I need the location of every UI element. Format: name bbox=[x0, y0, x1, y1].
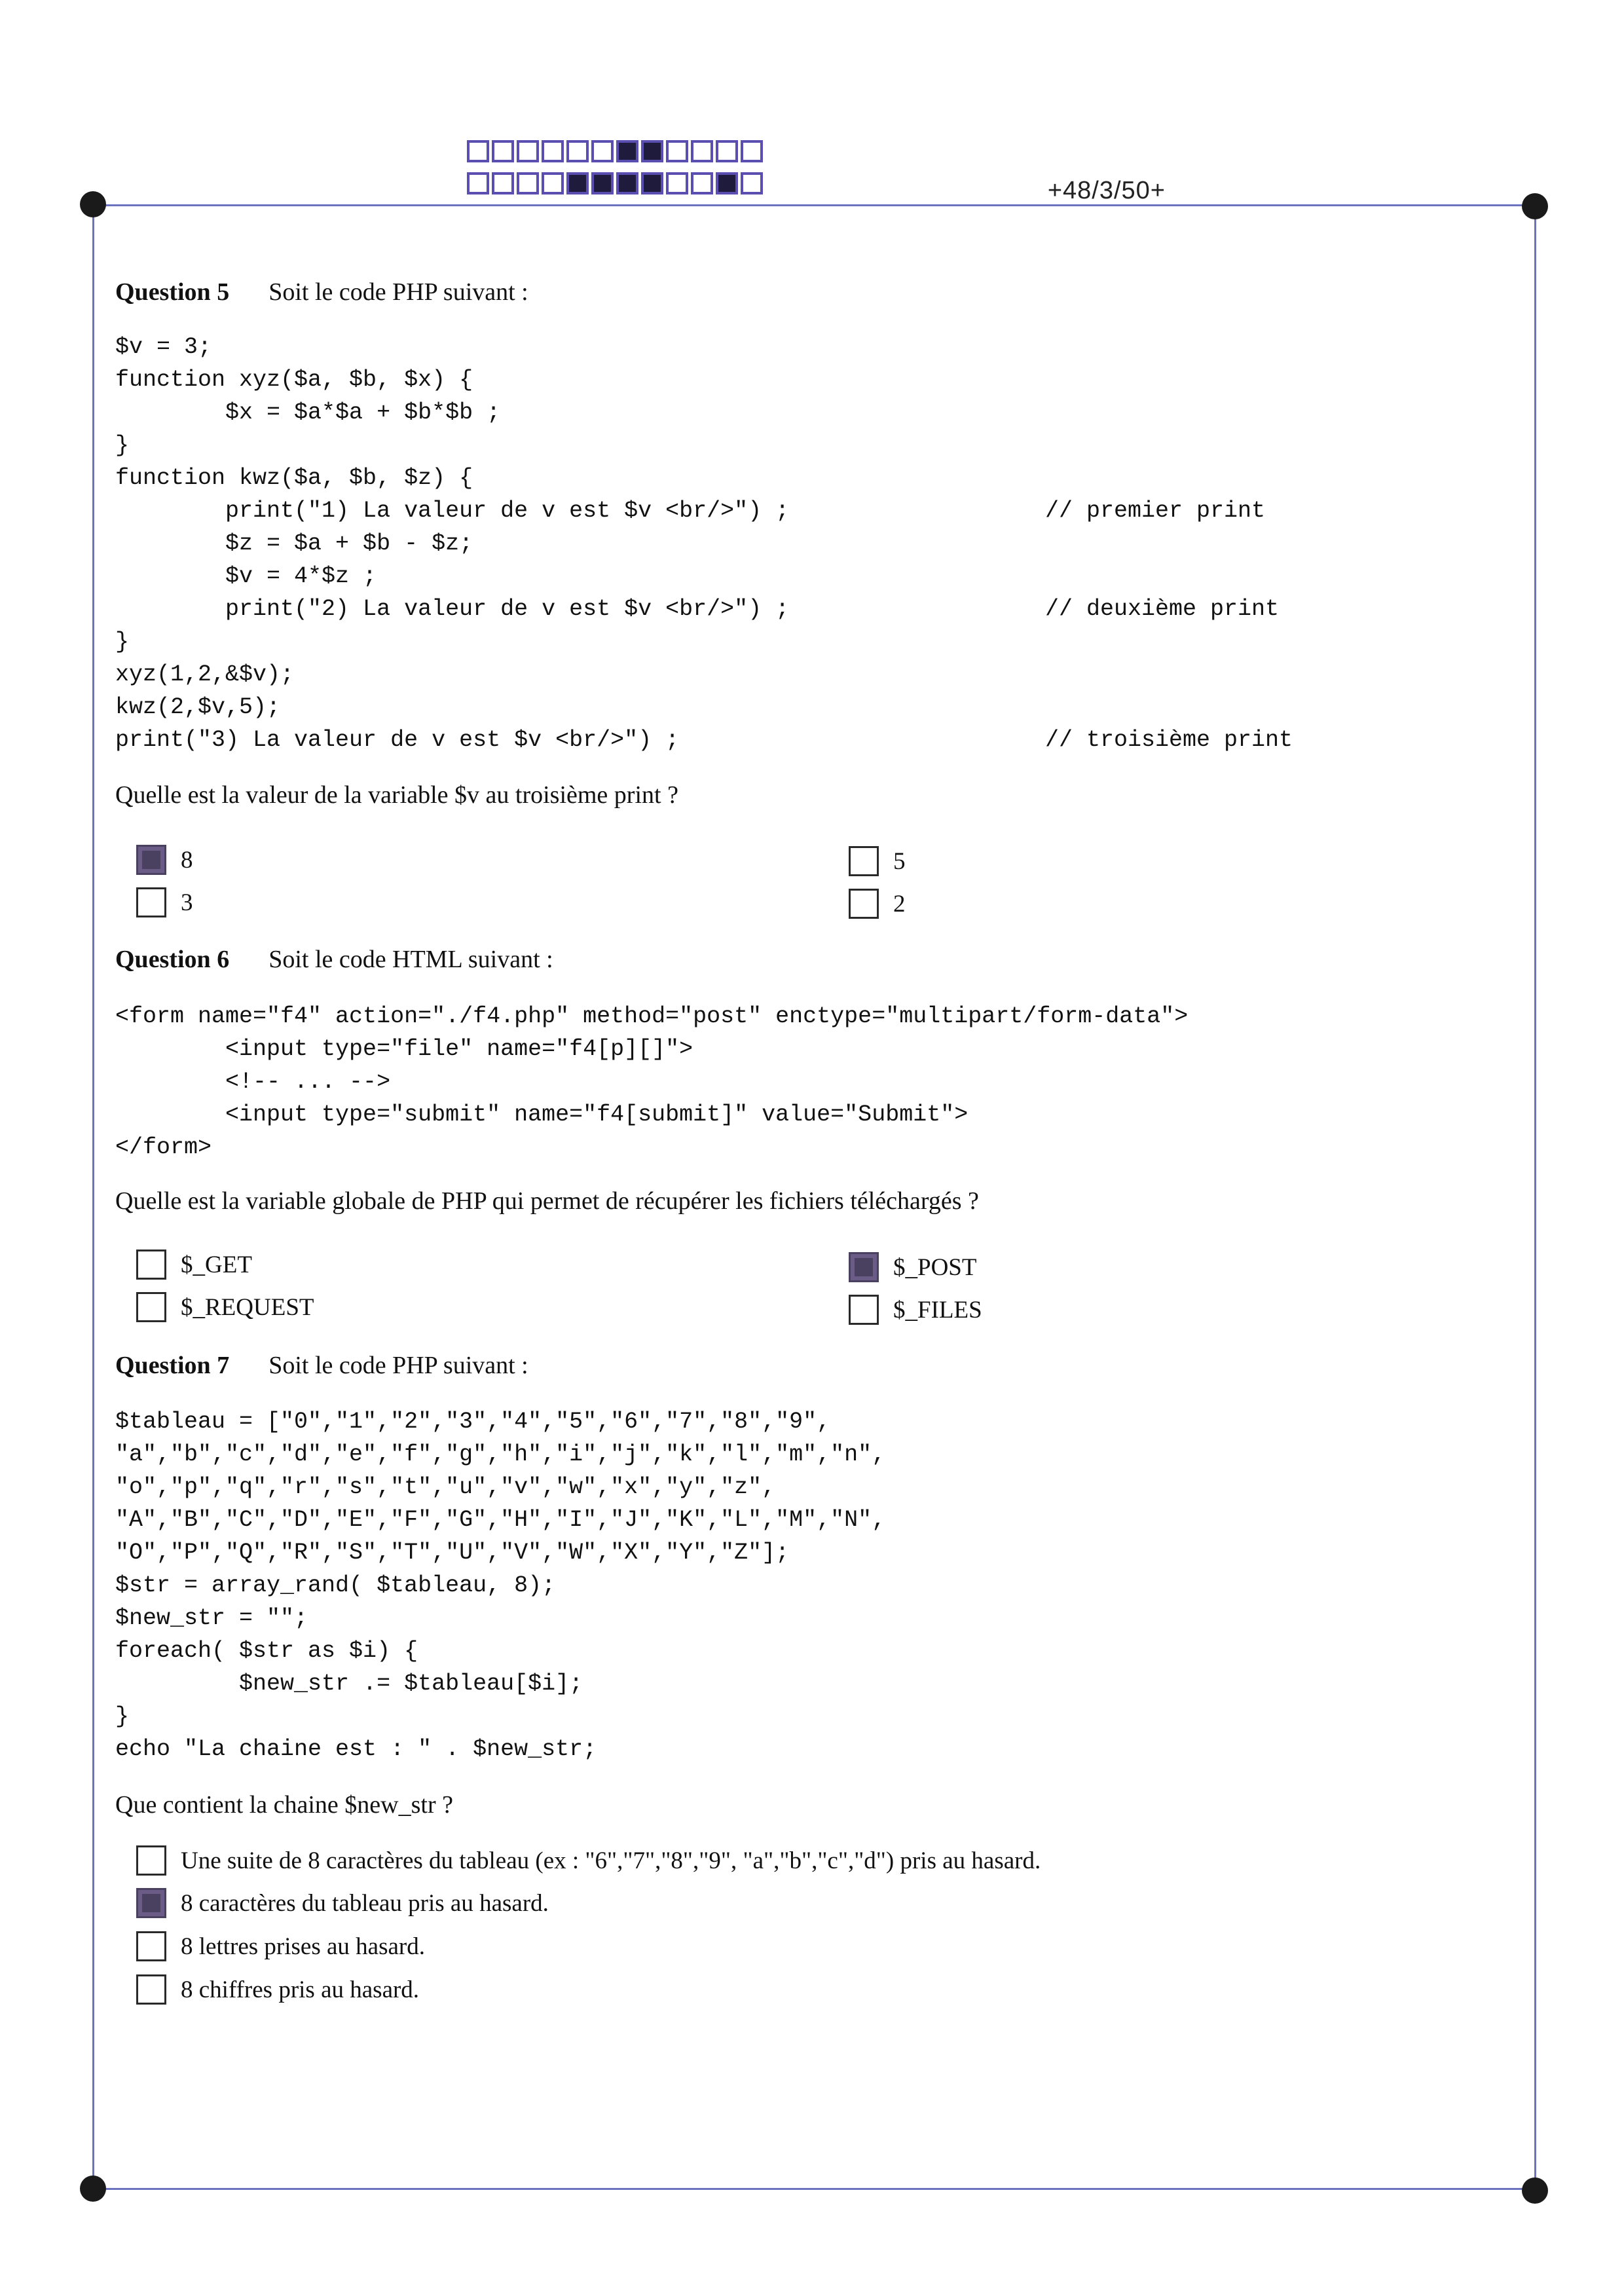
q6-choice-label: $_POST bbox=[893, 1253, 977, 1281]
q5-checkbox-3[interactable] bbox=[136, 887, 166, 917]
q7-choice-lettres[interactable] bbox=[136, 1931, 425, 1961]
q7-checkbox-suite[interactable] bbox=[136, 1845, 166, 1876]
q5-choice-label: 5 bbox=[893, 847, 906, 875]
q7-choice-label: 8 caractères du tableau pris au hasard. bbox=[181, 1889, 549, 1917]
question-7-number: Question 7 bbox=[115, 1352, 230, 1379]
frame-left-line bbox=[92, 204, 94, 2189]
id-grid-cell bbox=[716, 140, 738, 162]
q5-choice-8[interactable] bbox=[136, 845, 193, 875]
id-grid-cell bbox=[716, 172, 738, 194]
question-7-code: $tableau = ["0","1","2","3","4","5","6","7","8","9", "a","b","c","d","e","f","g","h","i","j","k","l","m","n", "o","p","q","r","s","t","u","v","w","x","y","z", "A","B","C","D","E","F","G","H","I","J","K","L","M","N", "O","P","Q","R","S","T","U","V","W","X","Y","Z"]; $str = array_rand( $tableau, 8); $new_str = ""; foreach( $str as $i) { $new_str .= $tableau[$i]; } echo "La chaine est : " . $new_str; bbox=[115, 1409, 886, 1762]
q5-choice-2[interactable] bbox=[849, 889, 906, 919]
id-grid-cell bbox=[542, 140, 564, 162]
q7-choice-label: 8 lettres prises au hasard. bbox=[181, 1933, 425, 1960]
corner-mark-top-left bbox=[80, 191, 106, 217]
id-grid-cell bbox=[616, 140, 638, 162]
question-6-prompt: Quelle est la variable globale de PHP qui permet de récupérer les fichiers téléchargés ? bbox=[115, 1187, 979, 1215]
q6-choice-label: $_GET bbox=[181, 1251, 252, 1278]
id-grid-cell bbox=[591, 172, 614, 194]
frame-right-line bbox=[1534, 204, 1536, 2189]
frame-bottom-line bbox=[94, 2188, 1536, 2190]
question-5-number: Question 5 bbox=[115, 278, 230, 306]
id-grid-cell bbox=[566, 140, 589, 162]
q6-choice-label: $_REQUEST bbox=[181, 1293, 314, 1321]
id-grid-cell bbox=[591, 140, 614, 162]
q5-choice-label: 8 bbox=[181, 846, 193, 874]
id-grid-cell bbox=[492, 140, 514, 162]
comment-third-print: // troisième print bbox=[1045, 727, 1293, 753]
id-grid-cell bbox=[641, 172, 663, 194]
comment-first-print: // premier print bbox=[1045, 498, 1266, 524]
q5-choice-label: 3 bbox=[181, 889, 193, 916]
question-5-prompt: Quelle est la valeur de la variable $v au troisième print ? bbox=[115, 781, 678, 809]
q7-checkbox-chiffres[interactable] bbox=[136, 1974, 166, 2005]
corner-mark-bottom-left bbox=[80, 2176, 106, 2202]
id-grid-cell bbox=[467, 140, 489, 162]
id-grid-cell bbox=[616, 172, 638, 194]
id-grid-cell bbox=[517, 140, 539, 162]
q6-checkbox-post[interactable] bbox=[849, 1252, 879, 1282]
question-5-heading bbox=[115, 278, 528, 306]
question-7-intro: Soit le code PHP suivant : bbox=[268, 1352, 528, 1379]
q7-choice-caracteres[interactable] bbox=[136, 1888, 549, 1918]
id-grid-cell bbox=[542, 172, 564, 194]
id-grid-cell bbox=[741, 140, 763, 162]
student-id-grid-row-1 bbox=[467, 140, 763, 162]
id-grid-cell bbox=[691, 140, 713, 162]
question-5-code: $v = 3; function xyz($a, $b, $x) { $x = $a*$a + $b*$b ; } function kwz($a, $b, $z) { print("1) La valeur de v est $v <br/>") ; $z = $a + $b - $z; $v = 4*$z ; print("2) La valeur de v est $v <br/>") ; } xyz(1,2,&$v); kwz(2,$v,5); print("3) La valeur de v est $v <br/>") ; bbox=[115, 334, 790, 753]
q5-choice-3[interactable] bbox=[136, 887, 193, 917]
q6-checkbox-files[interactable] bbox=[849, 1295, 879, 1325]
question-6-heading bbox=[115, 945, 553, 974]
id-grid-cell bbox=[691, 172, 713, 194]
id-grid-cell bbox=[666, 140, 688, 162]
id-grid-cell bbox=[666, 172, 688, 194]
student-id-grid-row-2 bbox=[467, 172, 763, 194]
page-identifier: +48/3/50+ bbox=[1047, 177, 1166, 204]
q5-choice-label: 2 bbox=[893, 890, 906, 917]
q5-checkbox-2[interactable] bbox=[849, 889, 879, 919]
question-5-intro: Soit le code PHP suivant : bbox=[268, 278, 528, 306]
q7-choice-suite[interactable] bbox=[136, 1845, 1041, 1876]
q7-checkbox-caracteres[interactable] bbox=[136, 1888, 166, 1918]
q6-choice-files[interactable] bbox=[849, 1295, 982, 1325]
corner-mark-top-right bbox=[1522, 193, 1548, 219]
q6-choice-post[interactable] bbox=[849, 1252, 976, 1282]
question-6-intro: Soit le code HTML suivant : bbox=[268, 946, 553, 973]
id-grid-cell bbox=[492, 172, 514, 194]
q7-choice-chiffres[interactable] bbox=[136, 1974, 419, 2005]
q6-choice-get[interactable] bbox=[136, 1250, 252, 1280]
question-7-heading bbox=[115, 1351, 528, 1380]
question-6-number: Question 6 bbox=[115, 946, 230, 973]
id-grid-cell bbox=[741, 172, 763, 194]
q5-checkbox-5[interactable] bbox=[849, 846, 879, 876]
frame-top-line bbox=[94, 204, 1536, 206]
q6-checkbox-request[interactable] bbox=[136, 1292, 166, 1322]
id-grid-cell bbox=[467, 172, 489, 194]
q7-choice-label: 8 chiffres pris au hasard. bbox=[181, 1976, 420, 2003]
question-6-code: <form name="f4" action="./f4.php" method="post" enctype="multipart/form-data"> <input type="file" name="f4[p][]"> <!-- ... --> <input type="submit" name="f4[submit]" value="Submit"> </form> bbox=[115, 1003, 1189, 1160]
id-grid-cell bbox=[641, 140, 663, 162]
id-grid-cell bbox=[517, 172, 539, 194]
q5-choice-5[interactable] bbox=[849, 846, 906, 876]
q5-checkbox-8[interactable] bbox=[136, 845, 166, 875]
q7-choice-label: Une suite de 8 caractères du tableau (ex : "6","7","8","9", "a","b","c","d") pris au hasard. bbox=[181, 1847, 1041, 1874]
id-grid-cell bbox=[566, 172, 589, 194]
q7-checkbox-lettres[interactable] bbox=[136, 1931, 166, 1961]
question-7-prompt: Que contient la chaine $new_str ? bbox=[115, 1791, 453, 1819]
q6-choice-label: $_FILES bbox=[893, 1296, 982, 1324]
corner-mark-bottom-right bbox=[1522, 2177, 1548, 2204]
comment-second-print: // deuxième print bbox=[1045, 596, 1280, 622]
q6-choice-request[interactable] bbox=[136, 1292, 314, 1322]
q6-checkbox-get[interactable] bbox=[136, 1250, 166, 1280]
